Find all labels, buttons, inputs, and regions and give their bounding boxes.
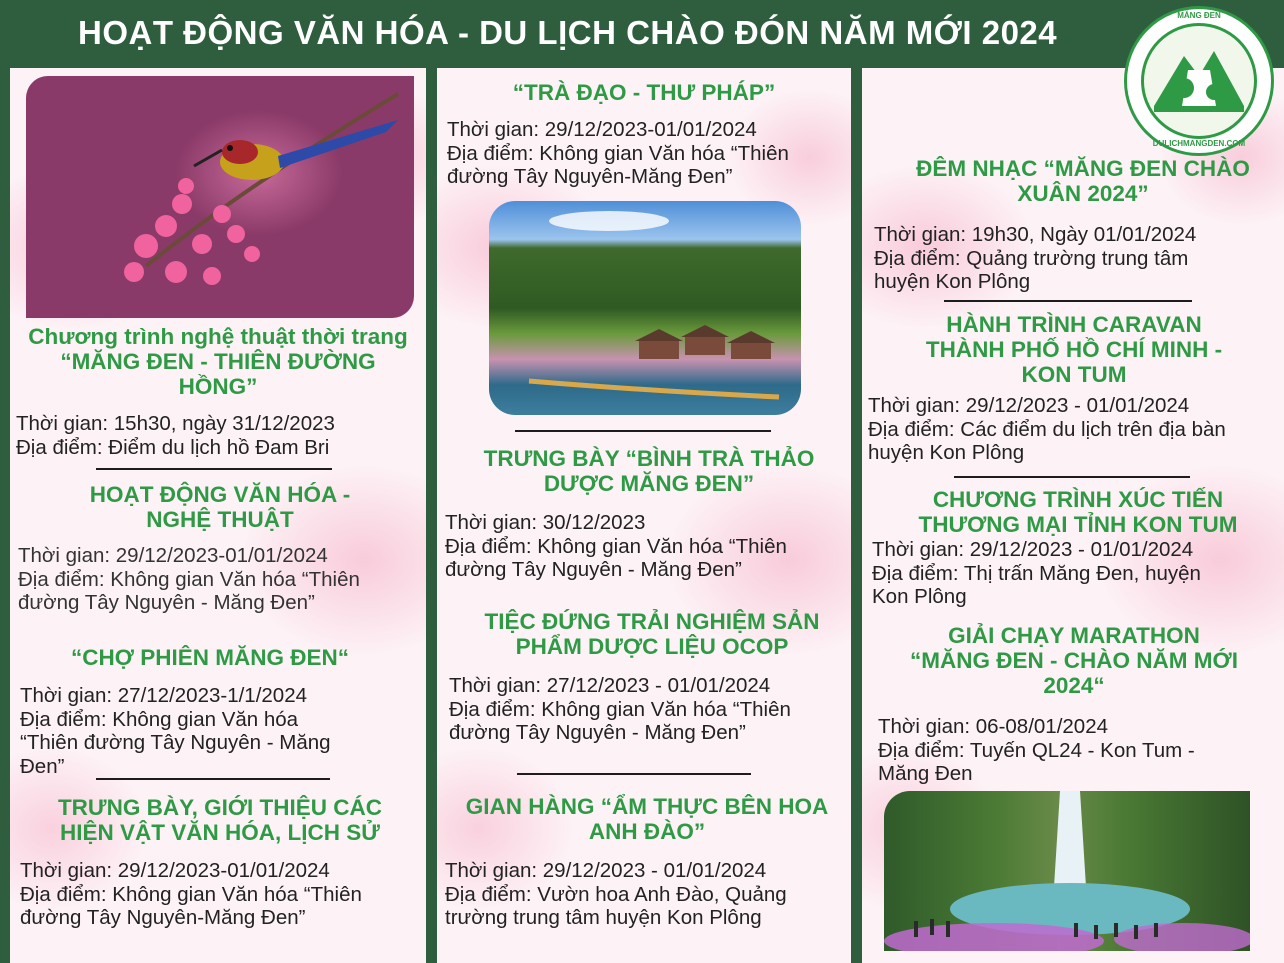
event-title: GIAN HÀNG “ẨM THỰC BÊN HOA ANH ĐÀO”: [465, 794, 829, 844]
column-right: [862, 68, 1284, 963]
event-title: TRƯNG BÀY, GIỚI THIỆU CÁC HIỆN VẬT VĂN HÓA, LỊCH SỬ: [57, 795, 383, 845]
event-time: Thời gian: 15h30, ngày 31/12/2023: [16, 412, 335, 435]
header-banner: [0, 0, 1284, 68]
event-place: đường Tây Nguyên - Măng Đen”: [449, 721, 746, 744]
logo-text: MĂNG ĐEN: [1177, 11, 1221, 20]
event-place: đường Tây Nguyên - Măng Đen”: [18, 591, 315, 614]
event-time: Thời gian: 06-08/01/2024: [878, 715, 1108, 738]
event-info: [445, 859, 787, 930]
event-info: [868, 394, 1226, 465]
event-place: Địa điểm: Quảng trường trung tâm: [874, 246, 1189, 270]
divider: [954, 476, 1190, 478]
event-place: đường Tây Nguyên-Măng Đen”: [447, 165, 733, 188]
mang-den-logo: [1124, 6, 1274, 156]
column-middle: [437, 68, 851, 963]
event-place: Địa điểm: Tuyến QL24 - Kon Tum -: [878, 738, 1195, 762]
event-time: Thời gian: 29/12/2023 - 01/01/2024: [872, 538, 1194, 561]
event-place: Địa điểm: Không gian Văn hóa “Thiên: [20, 882, 362, 906]
column-left: [10, 68, 426, 963]
event-info: [20, 684, 331, 778]
event-info: [872, 538, 1201, 609]
event-title: “CHỢ PHIÊN MĂNG ĐEN“: [71, 645, 349, 670]
event-place: Địa điểm: Điểm du lịch hồ Đam Bri: [16, 435, 330, 459]
event-title: “TRÀ ĐẠO - THƯ PHÁP”: [512, 80, 776, 105]
logo-emblem: [1141, 23, 1257, 139]
event-place: trường trung tâm huyện Kon Plông: [445, 906, 762, 929]
event-time: Thời gian: 27/12/2023-1/1/2024: [20, 684, 307, 707]
event-time: Thời gian: 19h30, Ngày 01/01/2024: [874, 223, 1197, 246]
event-title: HÀNH TRÌNH CARAVAN THÀNH PHỐ HỒ CHÍ MINH - KON TUM: [925, 312, 1223, 387]
event-info: [878, 715, 1195, 786]
divider: [517, 773, 751, 775]
event-time: Thời gian: 29/12/2023-01/01/2024: [20, 859, 330, 882]
divider: [944, 300, 1192, 302]
mang-den-landscape-photo: [489, 201, 801, 415]
event-title: GIẢI CHẠY MARATHON “MĂNG ĐEN - CHÀO NĂM MỚI 2024“: [910, 623, 1238, 698]
event-place: đường Tây Nguyên-Măng Đen”: [20, 906, 306, 929]
event-place: Đen”: [20, 754, 65, 778]
event-place: Địa điểm: Không gian Văn hóa “Thiên: [447, 141, 789, 165]
event-place: Địa điểm: Không gian Văn hóa: [20, 707, 299, 731]
event-place: Măng Đen: [878, 762, 973, 785]
event-title: CHƯƠNG TRÌNH XÚC TIẾN THƯƠNG MẠI TỈNH KON TUM: [918, 487, 1238, 537]
event-place: đường Tây Nguyên - Măng Đen”: [445, 558, 742, 581]
event-place: “Thiên đường Tây Nguyên - Măng: [20, 731, 331, 754]
event-place: Kon Plông: [872, 585, 967, 608]
event-info: [18, 544, 360, 615]
event-place: huyện Kon Plông: [874, 270, 1031, 293]
event-place: huyện Kon Plông: [868, 441, 1025, 464]
divider: [96, 468, 332, 470]
page-title: HOẠT ĐỘNG VĂN HÓA - DU LỊCH CHÀO ĐÓN NĂM MỚI 2024: [78, 14, 1058, 51]
event-place: Địa điểm: Các điểm du lịch trên địa bàn: [868, 417, 1226, 441]
event-info: [447, 118, 789, 189]
event-title: Chương trình nghệ thuật thời trang “MĂNG ĐEN - THIÊN ĐƯỜNG HỒNG”: [28, 324, 408, 399]
event-info: [445, 511, 787, 582]
event-place: Địa điểm: Không gian Văn hóa “Thiên: [449, 697, 791, 721]
logo-url: DULICHMANGDEN.COM: [1152, 139, 1246, 148]
event-title: ĐÊM NHẠC “MĂNG ĐEN CHÀO XUÂN 2024”: [916, 156, 1250, 206]
divider: [96, 778, 330, 780]
bird-cherry-blossom-photo: [26, 76, 414, 318]
event-time: Thời gian: 29/12/2023 - 01/01/2024: [868, 394, 1190, 417]
event-info: [16, 412, 335, 459]
event-time: Thời gian: 29/12/2023-01/01/2024: [18, 544, 328, 567]
event-place: Địa điểm: Không gian Văn hóa “Thiên: [18, 567, 360, 591]
event-time: Thời gian: 29/12/2023-01/01/2024: [447, 118, 757, 141]
event-place: Địa điểm: Thị trấn Măng Đen, huyện: [872, 561, 1201, 585]
event-info: [874, 223, 1196, 294]
event-title: TIỆC ĐỨNG TRẢI NGHIỆM SẢN PHẨM DƯỢC LIỆU OCOP: [484, 609, 820, 659]
event-title: HOẠT ĐỘNG VĂN HÓA - NGHỆ THUẬT: [89, 482, 351, 532]
event-info: [20, 859, 362, 930]
event-time: Thời gian: 30/12/2023: [445, 511, 646, 534]
waterfall-photo: [884, 791, 1250, 951]
event-title: TRƯNG BÀY “BÌNH TRÀ THẢO DƯỢC MĂNG ĐEN”: [483, 446, 815, 496]
event-time: Thời gian: 27/12/2023 - 01/01/2024: [449, 674, 771, 697]
event-info: [449, 674, 791, 745]
event-time: Thời gian: 29/12/2023 - 01/01/2024: [445, 859, 767, 882]
event-place: Địa điểm: Không gian Văn hóa “Thiên: [445, 534, 787, 558]
event-place: Địa điểm: Vườn hoa Anh Đào, Quảng: [445, 882, 787, 906]
divider: [515, 430, 771, 432]
